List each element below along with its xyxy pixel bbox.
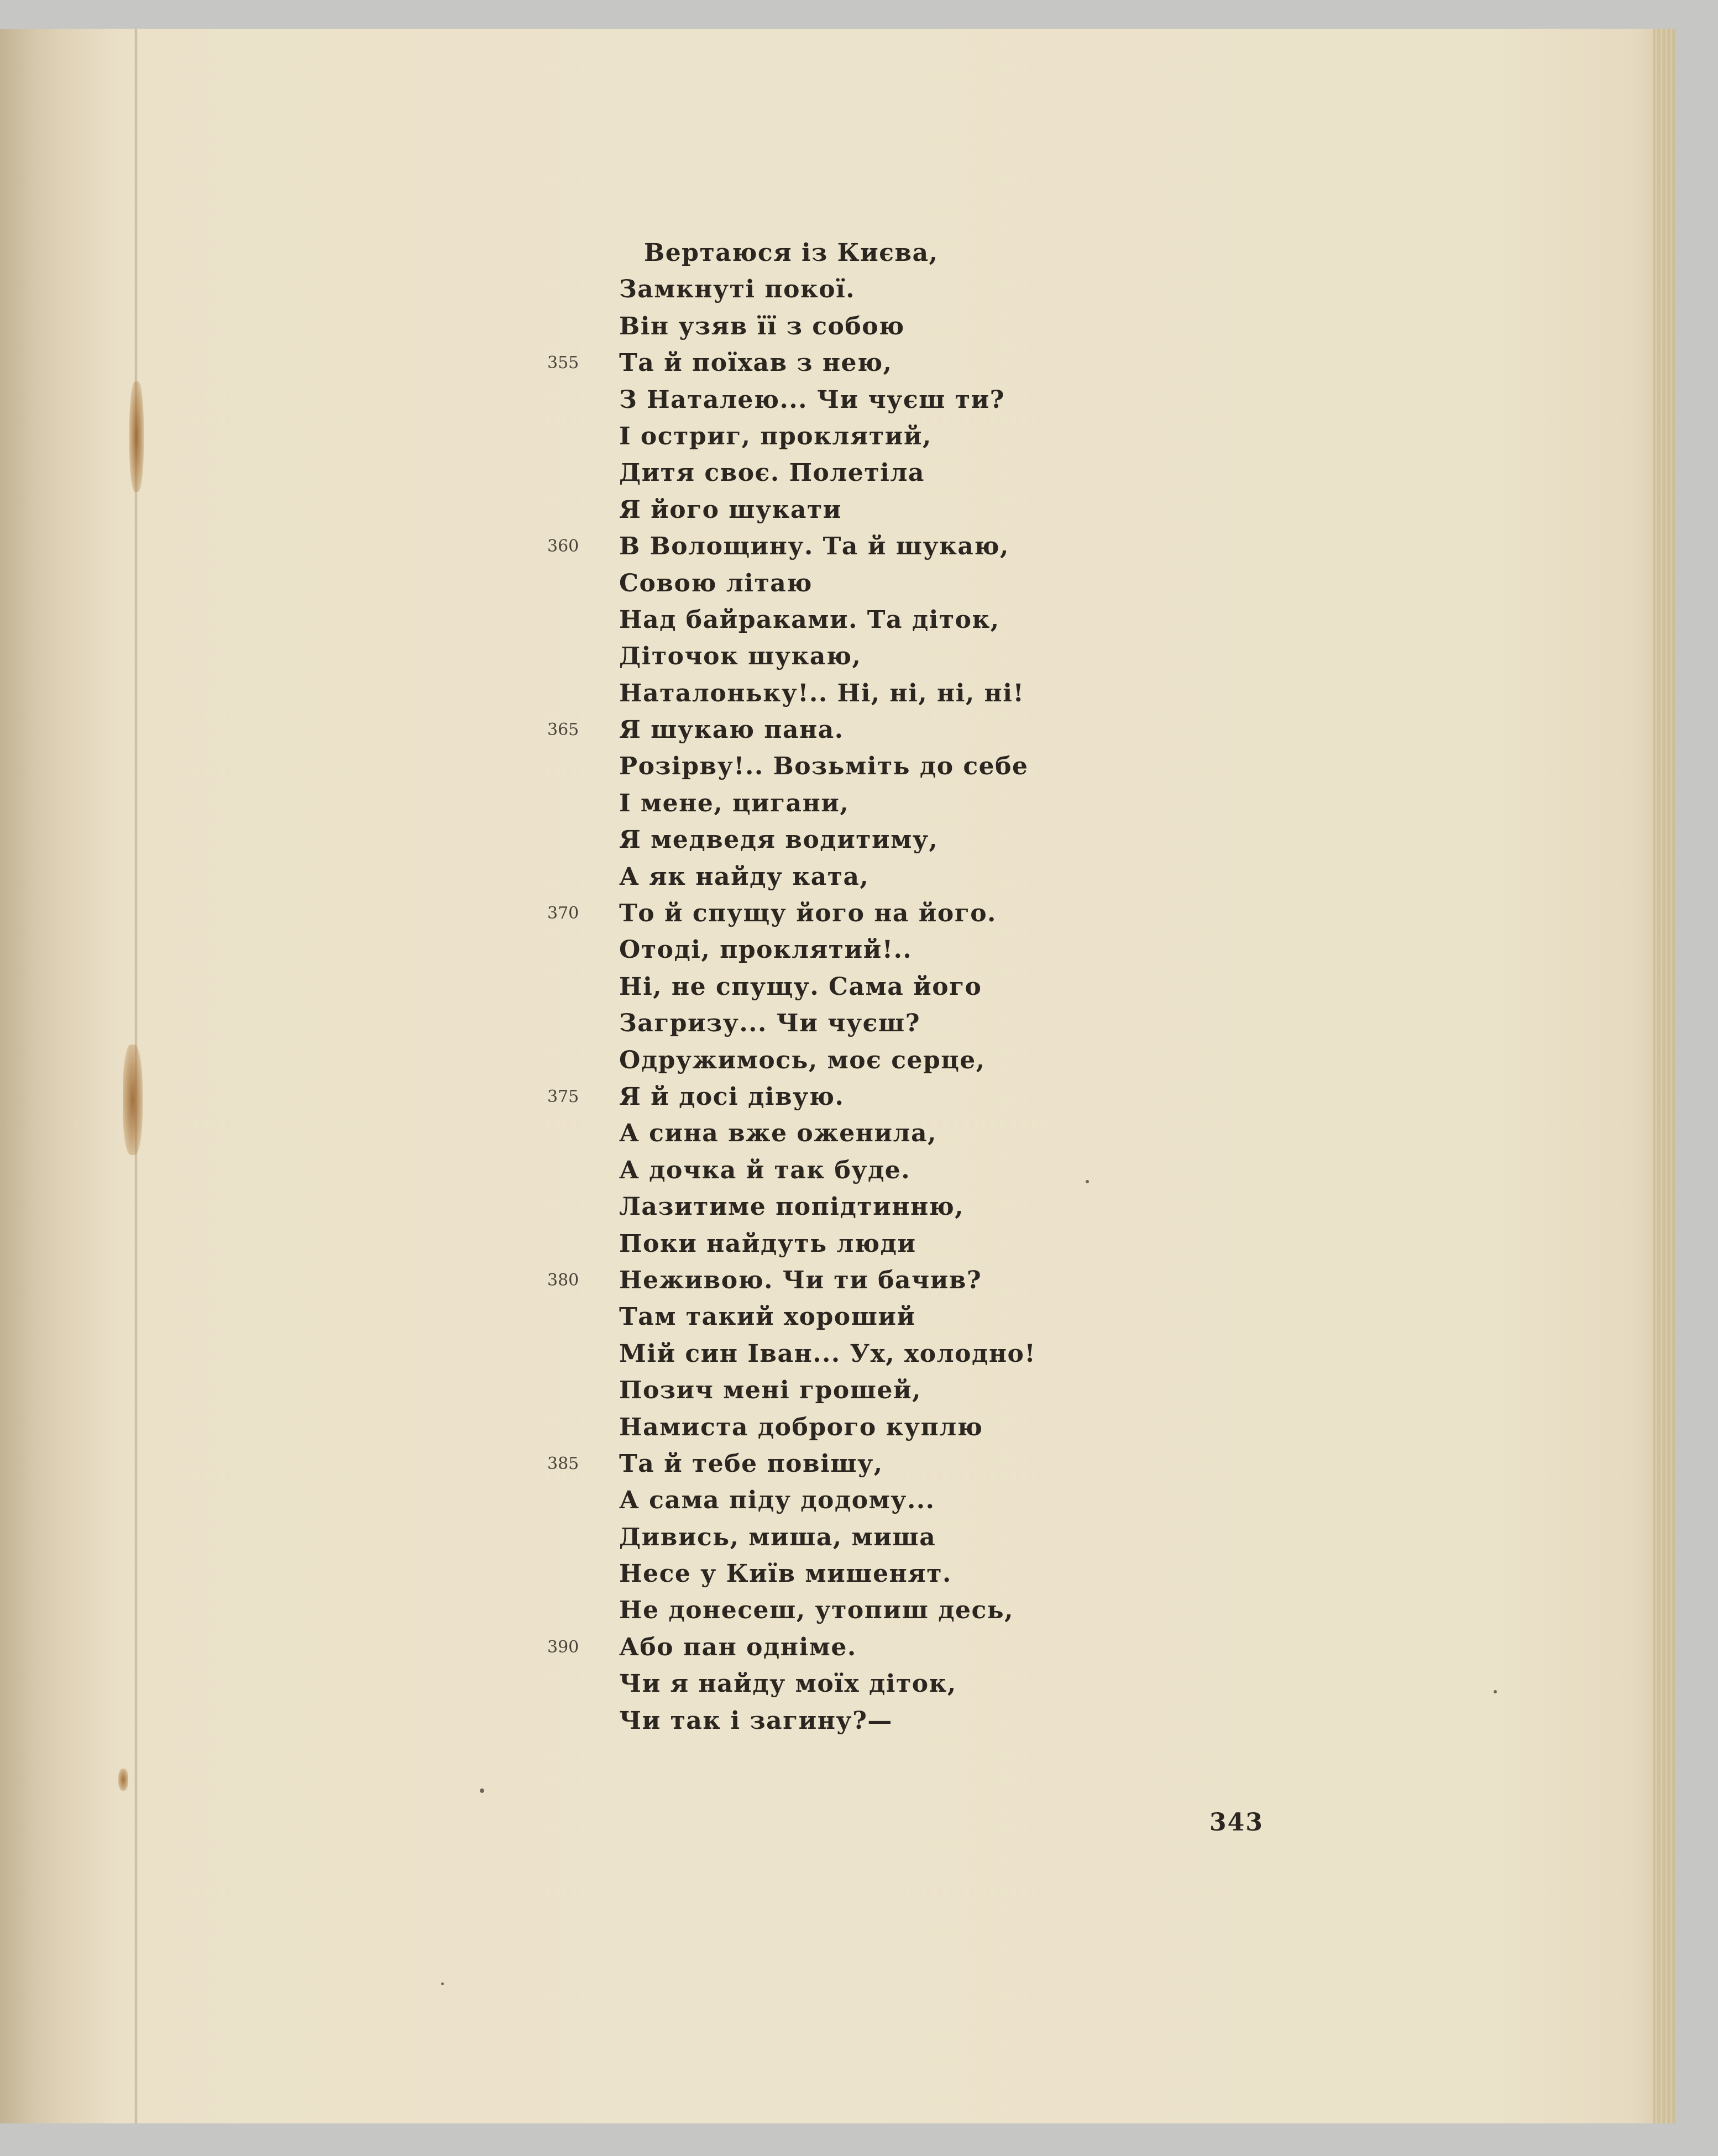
verse-line bbox=[619, 1005, 1036, 1042]
verse-line-text: Та й тебе повішу, bbox=[619, 1449, 883, 1478]
verse-line-text: Я й досі дівую. bbox=[619, 1082, 845, 1111]
verse-line bbox=[619, 1336, 1036, 1372]
verse-line-text: Розірву!.. Возьміть до себе bbox=[619, 752, 1029, 781]
verse-line bbox=[547, 1262, 1036, 1299]
verse-line bbox=[619, 1482, 1036, 1519]
line-number: 365 bbox=[547, 720, 579, 740]
verse-line-text: Замкнуті покої. bbox=[619, 275, 856, 304]
poem-text bbox=[547, 235, 1036, 1739]
verse-line bbox=[619, 1666, 1036, 1702]
verse-line-text: Він узяв її з собою bbox=[619, 312, 905, 340]
verse-line bbox=[547, 1629, 1036, 1666]
line-number: 370 bbox=[547, 904, 579, 924]
verse-line-text: А сама піду додому... bbox=[619, 1486, 935, 1515]
verse-line-text: Намиста доброго куплю bbox=[619, 1413, 983, 1441]
verse-line-text: І остриг, проклятий, bbox=[619, 422, 932, 450]
verse-line-text: І мене, цигани, bbox=[619, 789, 850, 817]
verse-line bbox=[619, 308, 1036, 345]
verse-line bbox=[619, 1152, 1036, 1189]
verse-line-text: Несе у Київ мишенят. bbox=[619, 1560, 952, 1588]
verse-line bbox=[619, 638, 1036, 675]
line-number: 390 bbox=[547, 1637, 579, 1657]
verse-line bbox=[619, 859, 1036, 895]
verse-line bbox=[619, 1519, 1036, 1556]
verse-line-text: Ні, не спущу. Сама його bbox=[619, 972, 982, 1001]
verse-line-text: Над байраками. Та діток, bbox=[619, 605, 1000, 634]
verse-line bbox=[619, 492, 1036, 528]
verse-line-text: Неживою. Чи ти бачив? bbox=[619, 1266, 982, 1294]
verse-line-text: Мій син Іван... Ух, холодно! bbox=[619, 1339, 1036, 1368]
verse-line-text: Позич мені грошей, bbox=[619, 1376, 921, 1405]
verse-line bbox=[619, 235, 1036, 271]
line-number: 360 bbox=[547, 537, 579, 557]
verse-line bbox=[619, 455, 1036, 491]
verse-line bbox=[619, 1042, 1036, 1079]
verse-line bbox=[619, 1226, 1036, 1262]
verse-line bbox=[619, 1409, 1036, 1446]
verse-line-text: Не донесеш, утопиш десь, bbox=[619, 1596, 1014, 1625]
line-number: 385 bbox=[547, 1454, 579, 1473]
verse-line-text: Совою літаю bbox=[619, 569, 813, 597]
verse-line bbox=[619, 932, 1036, 968]
verse-line bbox=[619, 1556, 1036, 1592]
verse-line-text: Поки найдуть люди bbox=[619, 1229, 916, 1258]
verse-line-text: Вертаюся із Києва, bbox=[644, 239, 939, 267]
verse-line bbox=[619, 602, 1036, 638]
verse-line-text: Я його шукати bbox=[619, 495, 842, 524]
page-number: 343 bbox=[1209, 1808, 1264, 1837]
verse-line-text: Отоді, проклятий!.. bbox=[619, 936, 913, 964]
verse-line bbox=[619, 969, 1036, 1005]
verse-line bbox=[619, 1372, 1036, 1409]
verse-line-text: Чи так і загину?— bbox=[619, 1706, 893, 1735]
verse-line-text: Лазитиме попідтинню, bbox=[619, 1193, 965, 1221]
ink-speck bbox=[1494, 1690, 1497, 1693]
line-number: 375 bbox=[547, 1087, 579, 1106]
verse-line-text: Дитя своє. Полетіла bbox=[619, 459, 925, 487]
verse-line-text: В Волощину. Та й шукаю, bbox=[619, 532, 1009, 561]
rust-stain-upper bbox=[129, 381, 144, 492]
verse-line-text: Дивись, миша, миша bbox=[619, 1523, 936, 1551]
verse-line bbox=[619, 1189, 1036, 1225]
verse-line-text: Та й поїхав з нею, bbox=[619, 349, 893, 377]
verse-line-text: Діточок шукаю, bbox=[619, 642, 862, 671]
verse-line bbox=[547, 1079, 1036, 1115]
verse-line bbox=[619, 1299, 1036, 1335]
verse-line-text: А сина вже оженила, bbox=[619, 1119, 937, 1148]
verse-line-text: Одружимось, моє серце, bbox=[619, 1046, 986, 1074]
verse-line-text: З Наталею... Чи чуєш ти? bbox=[619, 385, 1005, 414]
verse-line bbox=[619, 822, 1036, 858]
verse-line-text: А дочка й так буде. bbox=[619, 1156, 911, 1184]
verse-line-text: А як найду ката, bbox=[619, 862, 870, 891]
verse-line-text: Наталоньку!.. Ні, ні, ні, ні! bbox=[619, 679, 1025, 707]
verse-line bbox=[619, 748, 1036, 785]
verse-line bbox=[547, 895, 1036, 932]
rust-stain-small bbox=[118, 1769, 128, 1791]
ink-speck bbox=[480, 1788, 484, 1793]
line-number: 380 bbox=[547, 1270, 579, 1290]
verse-line bbox=[619, 271, 1036, 308]
verse-line bbox=[619, 1115, 1036, 1152]
verse-line bbox=[619, 1703, 1036, 1739]
verse-line bbox=[547, 528, 1036, 565]
verse-line-text: Я шукаю пана. bbox=[619, 716, 844, 744]
verse-line bbox=[547, 345, 1036, 381]
verse-line bbox=[547, 1446, 1036, 1482]
line-number: 355 bbox=[547, 353, 579, 373]
page-edge-stack bbox=[1653, 29, 1675, 2123]
rust-stain-lower bbox=[123, 1045, 143, 1155]
verse-line-text: Там такий хороший bbox=[619, 1303, 916, 1331]
verse-line-text: Чи я найду моїх діток, bbox=[619, 1670, 957, 1698]
verse-line bbox=[619, 418, 1036, 455]
verse-line bbox=[619, 675, 1036, 712]
verse-line-text: Я медведя водитиму, bbox=[619, 826, 939, 854]
verse-line-text: Загризу... Чи чуєш? bbox=[619, 1009, 920, 1038]
verse-line-text: То й спущу його на його. bbox=[619, 899, 997, 928]
page-gutter-shadow bbox=[0, 29, 138, 2123]
verse-line-text: Або пан одніме. bbox=[619, 1633, 857, 1661]
verse-line bbox=[619, 382, 1036, 418]
verse-line bbox=[619, 1592, 1036, 1629]
verse-line bbox=[619, 785, 1036, 822]
ink-speck bbox=[441, 1982, 444, 1985]
ink-speck bbox=[1086, 1180, 1089, 1183]
verse-line bbox=[619, 565, 1036, 602]
verse-line bbox=[547, 712, 1036, 748]
